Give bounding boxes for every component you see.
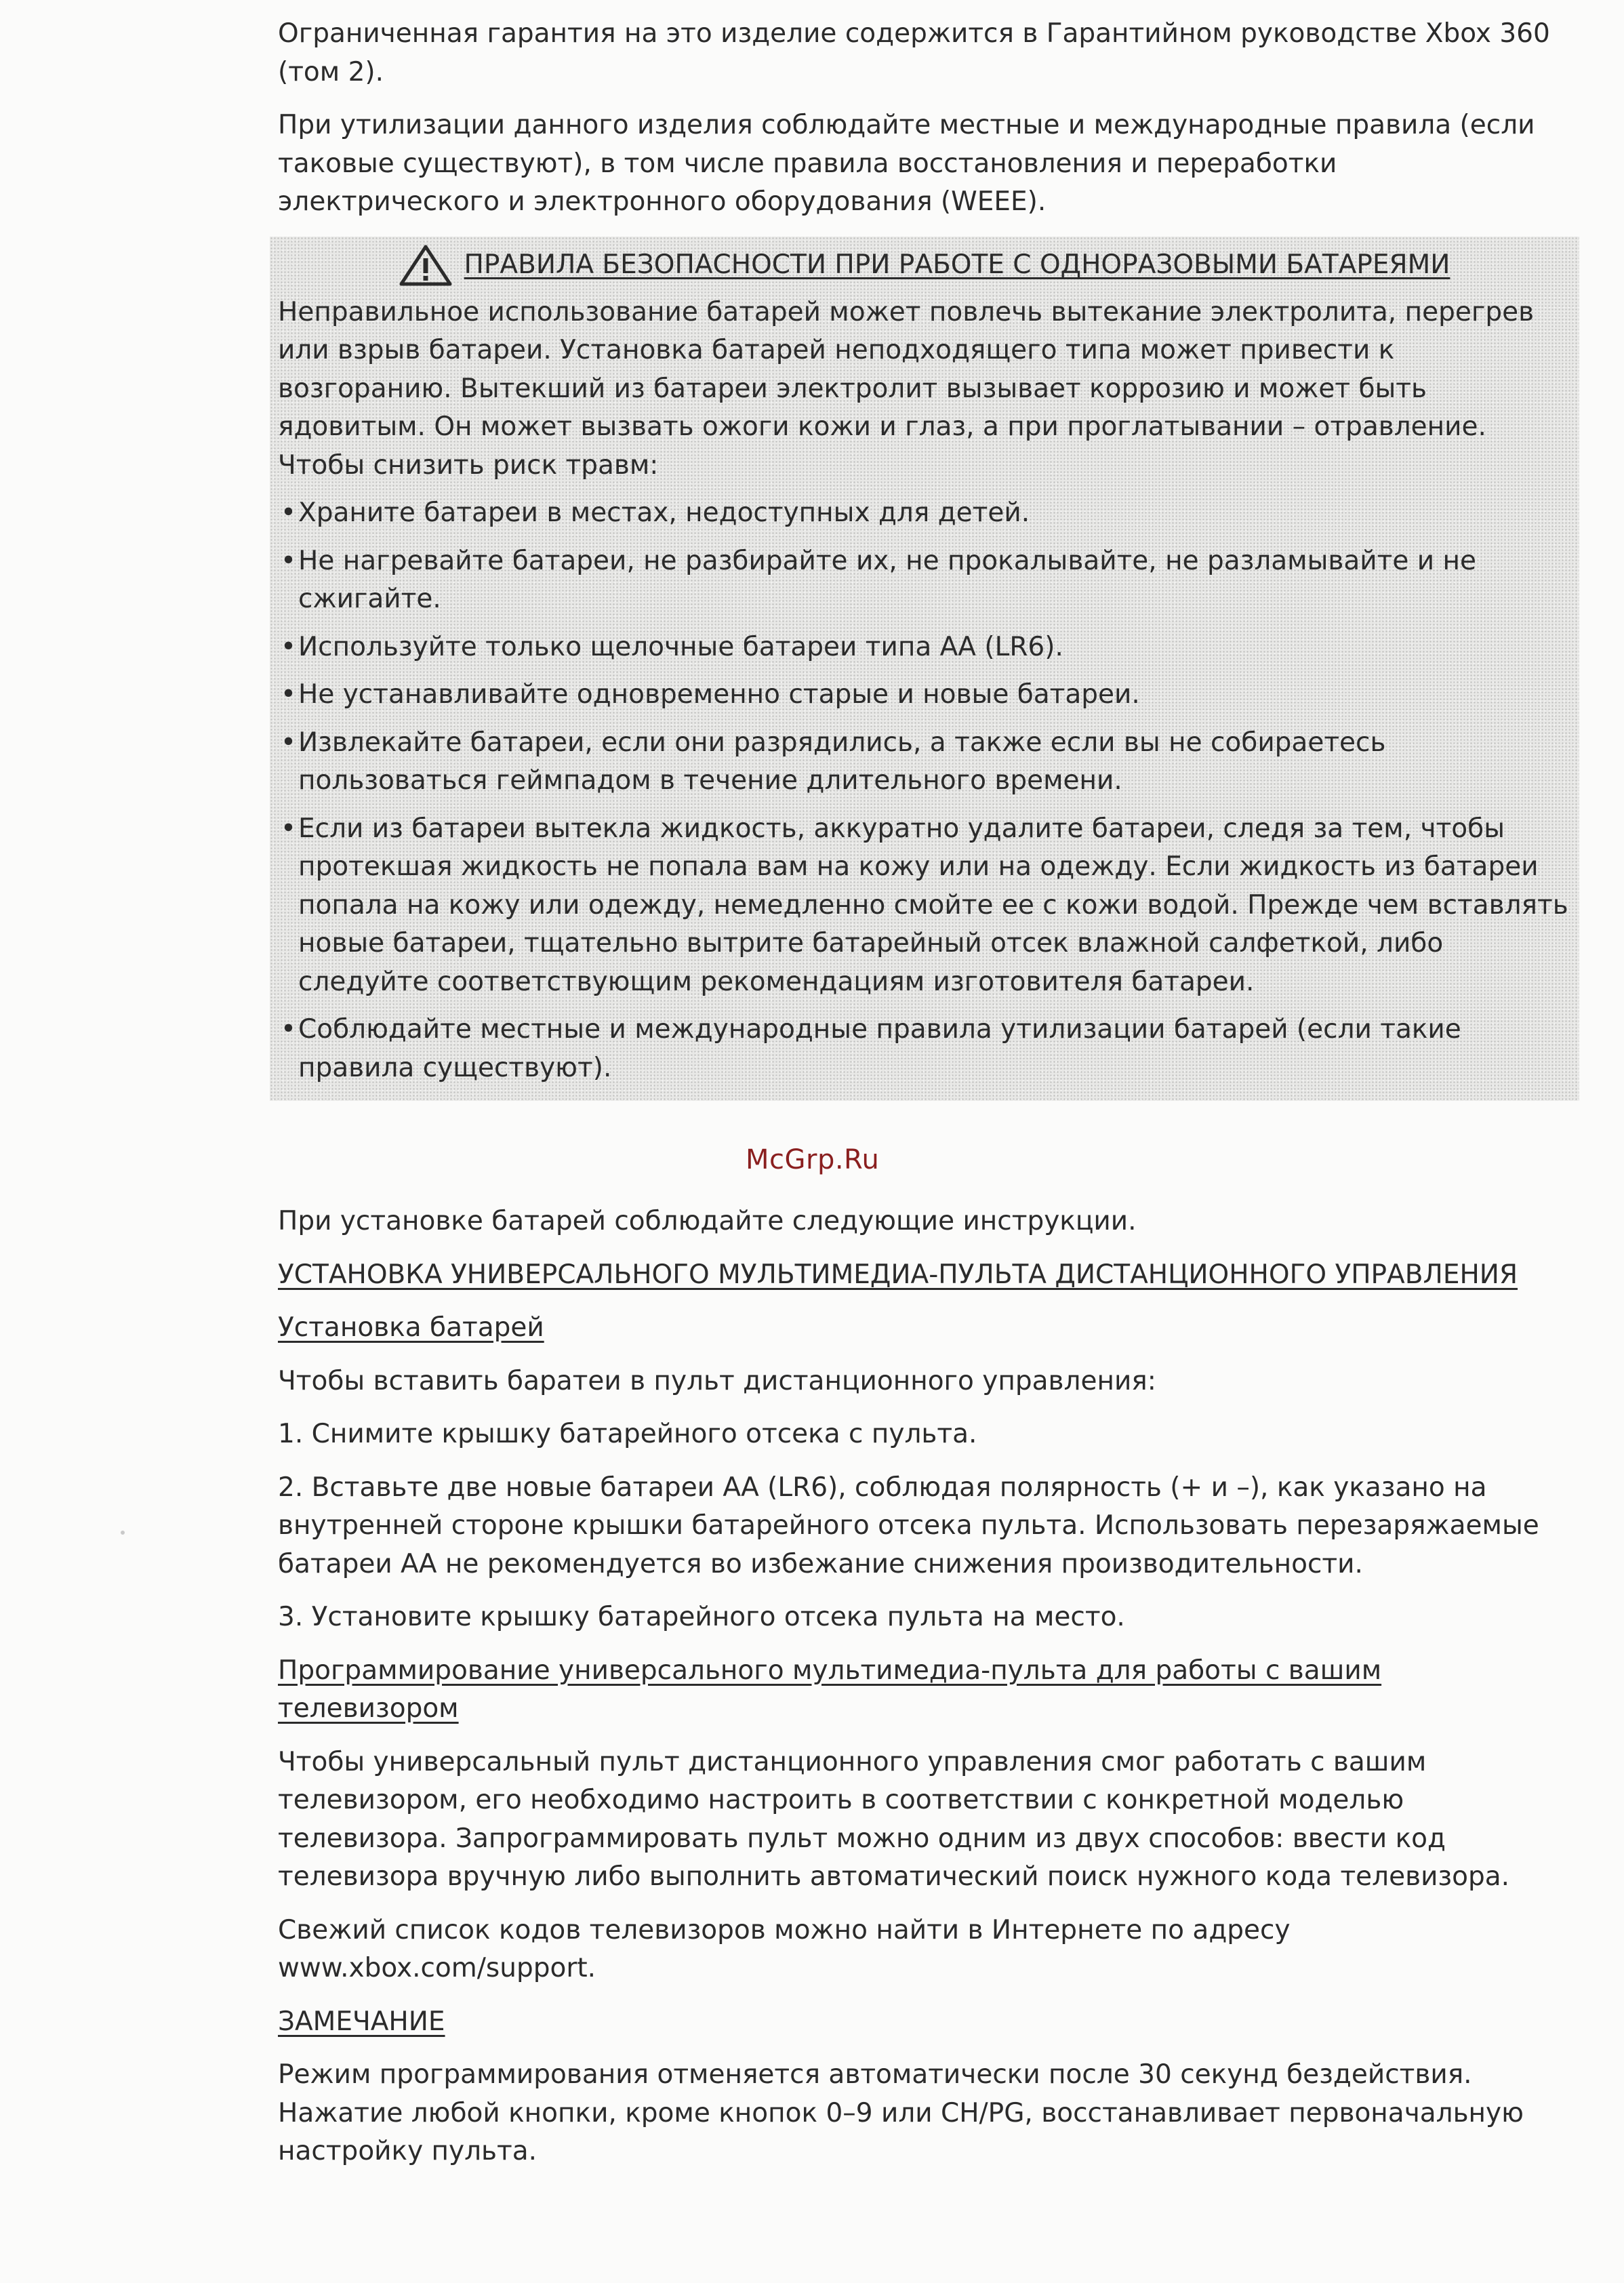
bullet-icon: • bbox=[281, 679, 297, 710]
bullet-icon: • bbox=[281, 1014, 297, 1045]
warning-triangle-icon bbox=[399, 245, 452, 287]
install-heading: УСТАНОВКА УНИВЕРСАЛЬНОГО МУЛЬТИМЕДИА-ПУЛЬТА ДИСТАНЦИОННОГО УПРАВЛЕНИЯ bbox=[278, 1259, 1518, 1290]
safety-intro: Неправильное использование батарей может повлечь вытекание электролита, перегрев или взрыв батареи. Установка батарей неподходящего типа может привести к возгоранию. Вытекший из батареи электролит вызывает коррозию и может быть ядовитым. Он может вызвать ожоги кожи и глаз, а при проглатывании – отравление. Чтобы снизить риск травм: bbox=[278, 296, 1535, 481]
list-item-text: Извлекайте батареи, если они разрядились, а также если вы не собираетесь пользоваться геймпадом в течение длительного времени. bbox=[298, 727, 1386, 796]
note-heading: ЗАМЕЧАНИЕ bbox=[278, 2006, 445, 2037]
disposal-paragraph: При утилизации данного изделия соблюдайте местные и международные правила (если таковые существуют), в том числе правила восстановления и переработки электрического и электронного оборудования (WEEE). bbox=[278, 110, 1535, 217]
safety-heading bbox=[278, 245, 1571, 287]
bullet-icon: • bbox=[281, 545, 297, 576]
bullet-icon: • bbox=[281, 498, 297, 528]
install-step: 3. Установите крышку батарейного отсека пульта на место. bbox=[278, 1602, 1125, 1632]
bullet-icon: • bbox=[281, 631, 297, 662]
note-text: Режим программирования отменяется автоматически после 30 секунд бездействия. Нажатие любой кнопки, кроме кнопок 0–9 или CH/PG, восстанавливает первоначальную настройку пульта. bbox=[278, 2059, 1524, 2166]
bullet-icon: • bbox=[281, 727, 297, 758]
list-item bbox=[278, 542, 1571, 619]
manual-page bbox=[278, 15, 1566, 2171]
list-item bbox=[278, 628, 1571, 667]
bullet-icon: • bbox=[281, 813, 297, 844]
list-item-text: Если из батареи вытекла жидкость, аккуратно удалите батареи, следя за тем, чтобы протекшая жидкость не попала вам на кожу или на одежду. Если жидкость из батареи попала на кожу или одежду, немедленно смойте ее с кожи водой. Прежде чем вставлять новые батареи, тщательно вытрите батарейный отсек влажной салфеткой, либо следуйте соответствующим рекомендациям изготовителя батареи. bbox=[298, 813, 1568, 997]
list-item-text: Храните батареи в местах, недоступных для детей. bbox=[298, 498, 1030, 528]
warranty-paragraph: Ограниченная гарантия на это изделие содержится в Гарантийном руководстве Xbox 360 (том 2). bbox=[278, 18, 1550, 87]
battery-install-subheading: Установка батарей bbox=[278, 1312, 544, 1343]
list-item bbox=[278, 810, 1571, 1002]
list-item-text: Соблюдайте местные и международные правила утилизации батарей (если такие правила существуют). bbox=[298, 1014, 1461, 1083]
list-item-text: Не нагревайте батареи, не разбирайте их, не прокалывайте, не разламывайте и не сжигайте. bbox=[298, 545, 1476, 614]
scan-dot bbox=[121, 1531, 125, 1535]
codes-paragraph: Свежий список кодов телевизоров можно найти в Интернете по адресу www.xbox.com/support. bbox=[278, 1914, 1291, 1983]
watermark: McGrp.Ru bbox=[746, 1144, 880, 1175]
install-intro: При установке батарей соблюдайте следующие инструкции. bbox=[278, 1206, 1137, 1236]
install-step: 1. Снимите крышку батарейного отсека с пульта. bbox=[278, 1419, 977, 1449]
safety-list bbox=[278, 494, 1571, 1087]
safety-title: ПРАВИЛА БЕЗОПАСНОСТИ ПРИ РАБОТЕ С ОДНОРАЗОВЫМИ БАТАРЕЯМИ bbox=[464, 249, 1450, 281]
list-item-text: Не устанавливайте одновременно старые и новые батареи. bbox=[298, 679, 1140, 710]
list-item bbox=[278, 1011, 1571, 1087]
install-step: 2. Вставьте две новые батареи АА (LR6), соблюдая полярность (+ и –), как указано на внутренней стороне крышки батарейного отсека пульта. Использовать перезаряжаемые батареи АА не рекомендуется во избежание снижения производительности. bbox=[278, 1472, 1539, 1579]
list-item-text: Используйте только щелочные батареи типа АА (LR6). bbox=[298, 631, 1063, 662]
install-lead: Чтобы вставить баратеи в пульт дистанционного управления: bbox=[278, 1365, 1156, 1396]
list-item bbox=[278, 494, 1571, 533]
programming-text: Чтобы универсальный пульт дистанционного управления смог работать с вашим телевизором, его необходимо настроить в соответствии с конкретной моделью телевизора. Запрограммировать пульт можно одним из двух способов: ввести код телевизора вручную либо выполнить автоматический поиск нужного кода телевизора. bbox=[278, 1746, 1510, 1892]
programming-heading: Программирование универсального мультимедиа-пульта для работы с вашим телевизором bbox=[278, 1655, 1382, 1724]
battery-safety-box bbox=[270, 237, 1579, 1102]
list-item bbox=[278, 724, 1571, 801]
list-item bbox=[278, 676, 1571, 714]
